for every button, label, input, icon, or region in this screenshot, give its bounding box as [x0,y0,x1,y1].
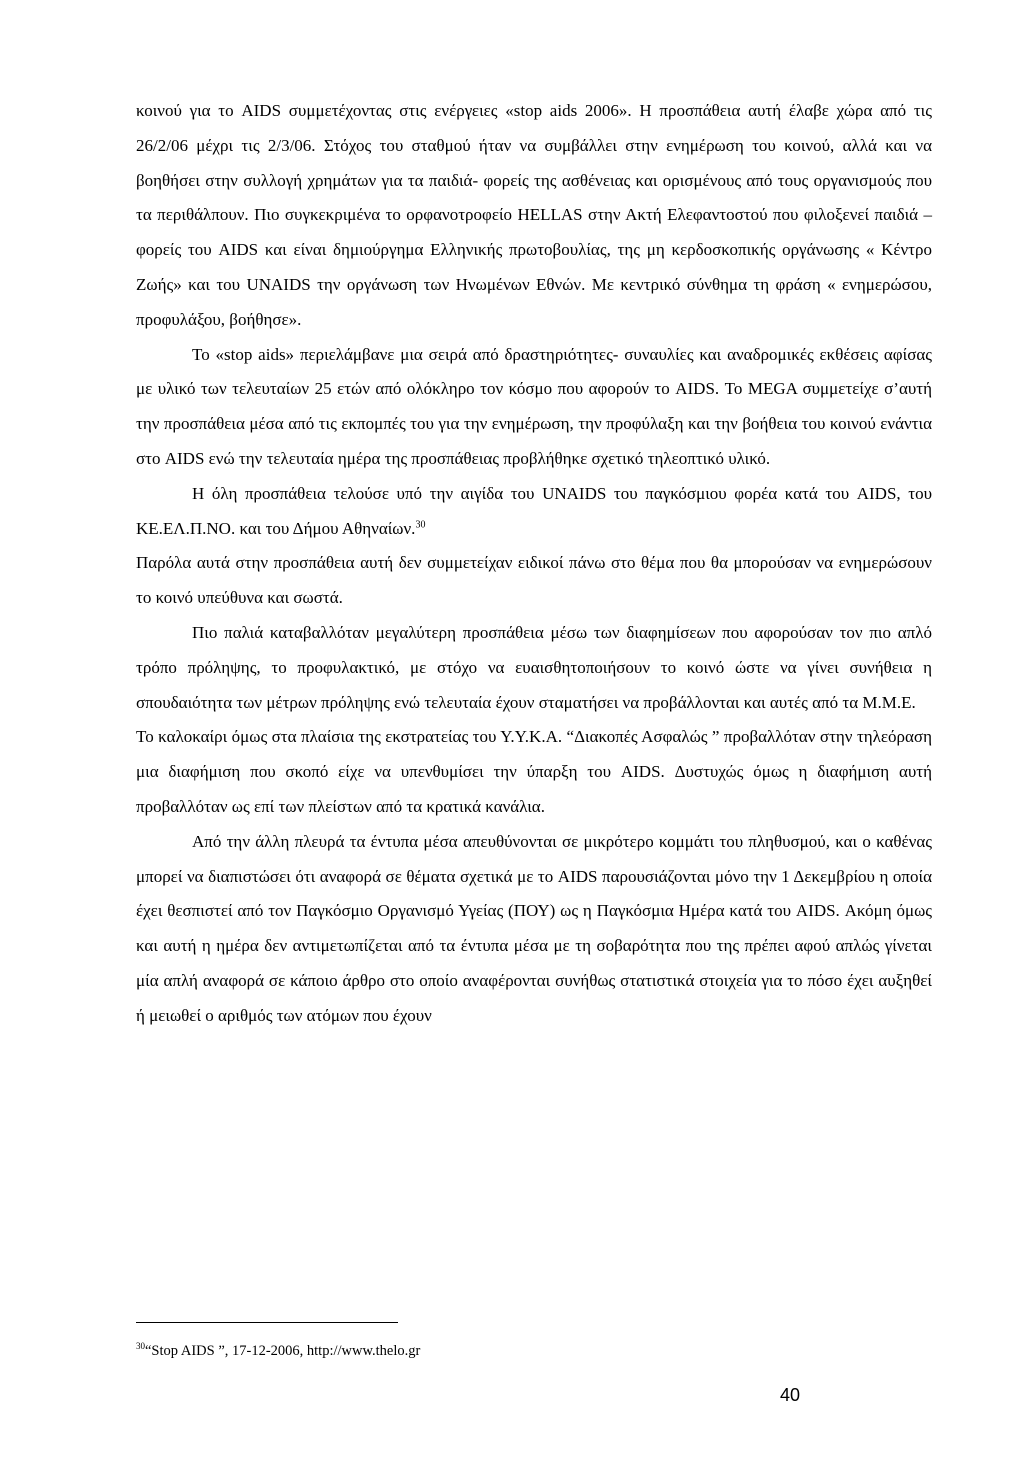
paragraph-6: Το καλοκαίρι όμως στα πλαίσια της εκστρατείας του Υ.Υ.Κ.Α. “Διακοπές Ασφαλώς ” προβαλλόταν στην τηλεόραση μια διαφήμιση που σκοπό είχε να υπενθυμίσει την ύπαρξη του AIDS. Δυστυχώς όμως η διαφήμιση αυτή προβαλλόταν ως επί των πλείστων από τα κρατικά κανάλια. [136,727,932,816]
footnote-number: 30 [136,1341,145,1352]
paragraph-3: Η όλη προσπάθεια τελούσε υπό την αιγίδα του UNAIDS του παγκόσμιου φορέα κατά του AIDS, του ΚΕ.ΕΛ.Π.ΝΟ. και του Δήμου Αθηναίων.$^{30}$ [136,483,932,538]
paragraph-7: Από την άλλη πλευρά τα έντυπα μέσα απευθύνονται σε μικρότερο κομμάτι του πληθυσμού, και ο καθένας μπορεί να διαπιστώσει ότι αναφορά σε θέματα σχετικά με το AIDS παρουσιάζονται μόνο την 1 Δεκεμβρίου η οποία έχει θεσπιστεί από τον Παγκόσμιο Οργανισμό Υγείας (ΠΟΥ) ως η Παγκόσμια Ημέρα κατά του AIDS. Ακόμη όμως και αυτή η ημέρα δεν αντιμετωπίζεται από τα έντυπα μέσα με τη σοβαρότητα που της πρέπει αφού απλώς γίνεται μία απλή αναφορά σε κάποιο άρθρο στο οποίο αναφέρονται συνήθως στατιστικά στοιχεία για το πόσο έχει αυξηθεί ή μειωθεί ο αριθμός των ατόμων που έχουν [136,831,932,1025]
page-number: 40 [779,1385,801,1405]
footnote-divider [136,1322,398,1323]
footnote [136,1342,736,1360]
footnote-reference: 30 [415,518,426,530]
paragraph-1: κοινού για το AIDS συμμετέχοντας στις ενέργειες «stop aids 2006». Η προσπάθεια αυτή έλαβε χώρα από τις 26/2/06 μέχρι τις 2/3/06. Στόχος του σταθμού ήταν να συμβάλλει στην ενημέρωση του κοινού, αλλά και να βοηθήσει στην συλλογή χρημάτων για τα παιδιά- φορείς της ασθένειας και ορισμένους από τους οργανισμούς που τα περιθάλπουν. Πιο συγκεκριμένα το ορφανοτροφείο HELLAS στην Ακτή Ελεφαντοστού που φιλοξενεί παιδιά – φορείς του AIDS και είναι δημιούργημα Ελληνικής πρωτοβουλίας, της μη κερδοσκοπικής οργάνωσης « Κέντρο Ζωής» και του UNAIDS την οργάνωση των Ηνωμένων Εθνών. Με κεντρικό σύνθημα τη φράση « ενημερώσου, προφυλάξου, βοήθησε». [136,101,932,329]
paragraph-2: Το «stop aids» περιελάμβανε μια σειρά από δραστηριότητες- συναυλίες και αναδρομικές εκθέσεις αφίσας με υλικό των τελευταίων 25 ετών από ολόκληρο τον κόσμο που αφορούν το AIDS. Το MEGA συμμετείχε σ’αυτή την προσπάθεια μέσα από τις εκπομπές του για την ενημέρωση, την προφύλαξη και την βοήθεια του κοινού ενάντια στο AIDS ενώ την τελευταία ημέρα της προσπάθειας προβλήθηκε σχετικό τηλεοπτικό υλικό. [136,344,932,468]
paragraph-5: Πιο παλιά καταβαλλόταν μεγαλύτερη προσπάθεια μέσω των διαφημίσεων που αφορούσαν τον πιο απλό τρόπο πρόληψης, το προφυλακτικό, με στόχο να ευαισθητοποιήσουν το κοινό ώστε να γίνει συνήθεια η σπουδαιότητα των μέτρων πρόληψης ενώ τελευταία έχουν σταματήσει να προβάλλονται και αυτές από τα Μ.Μ.Ε. [136,622,932,712]
paragraph-4: Παρόλα αυτά στην προσπάθεια αυτή δεν συμμετείχαν ειδικοί πάνω στο θέμα που θα μπορούσαν να ενημερώσουν το κοινό υπεύθυνα και σωστά. [136,553,932,608]
footnote-text: “Stop AIDS ”, 17-12-2006, http://www.thelo.gr [145,1343,421,1359]
body-text [136,94,932,1034]
